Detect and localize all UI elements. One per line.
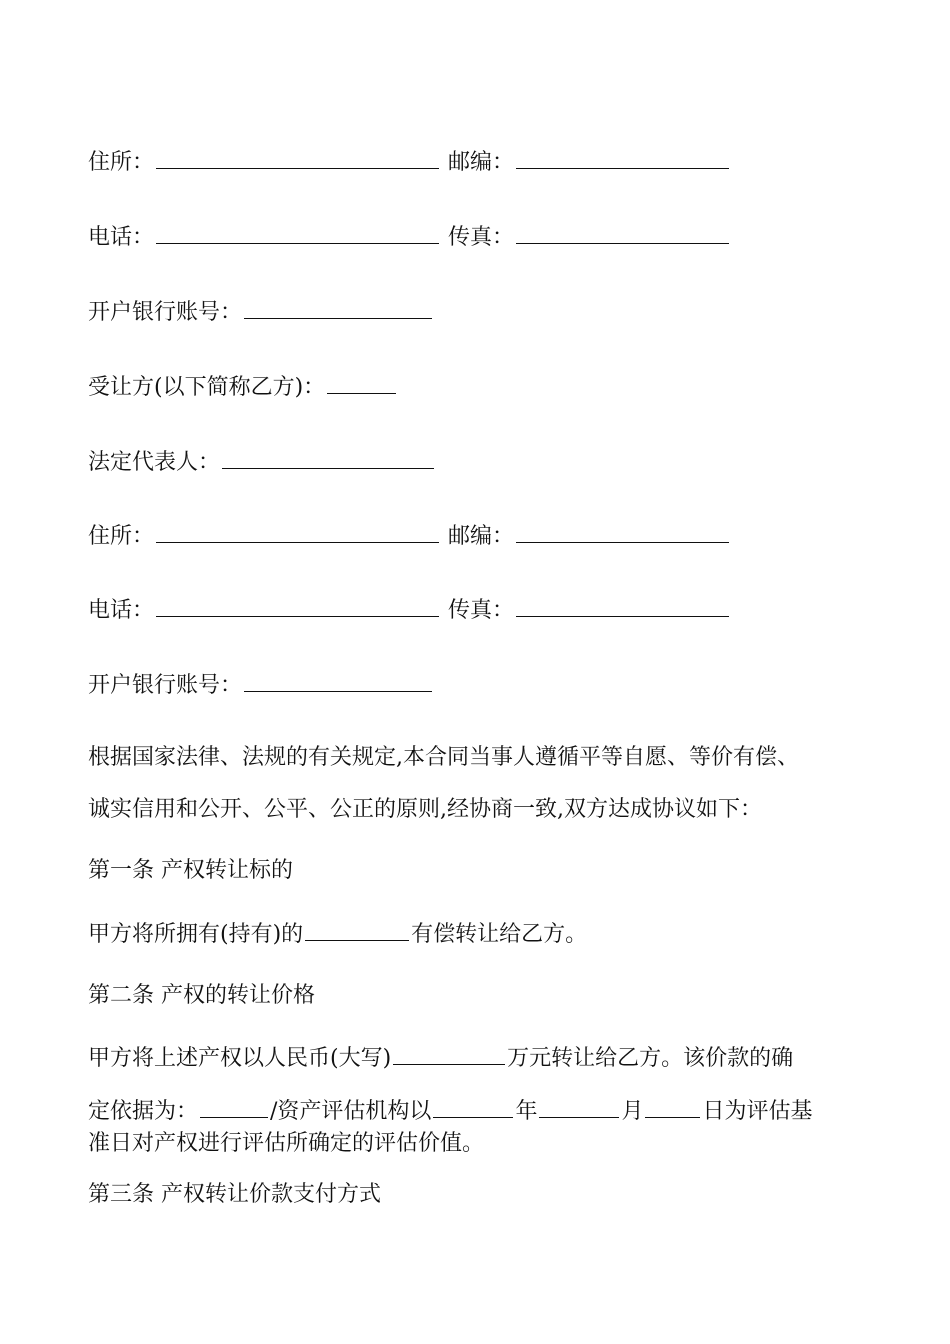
party-a-phone-row xyxy=(88,221,878,253)
phone-blank[interactable] xyxy=(156,221,439,244)
article-2-l2-e: 日为评估基 xyxy=(702,1099,813,1124)
fax-blank[interactable] xyxy=(516,594,729,617)
preamble-line-1: 根据国家法律、法规的有关规定,本合同当事人遵循平等自愿、等价有偿、 xyxy=(88,745,799,770)
day-blank[interactable] xyxy=(645,1095,700,1118)
article-3-title: 第三条 产权转让价款支付方式 xyxy=(88,1182,381,1207)
legal-rep-row xyxy=(88,446,878,478)
article-2-l2-c: 年 xyxy=(515,1099,538,1124)
address-label: 住所： xyxy=(88,524,155,549)
address-blank[interactable] xyxy=(156,146,439,169)
article-2-title: 第二条 产权的转让价格 xyxy=(88,983,315,1008)
party-a-address-row xyxy=(88,146,878,178)
legal-rep-label: 法定代表人： xyxy=(88,450,221,475)
article-2-l2-d: 月 xyxy=(621,1099,644,1124)
address-label: 住所： xyxy=(88,150,155,175)
bank-label: 开户银行账号： xyxy=(88,300,243,325)
article-2-l1-after: 万元转让给乙方。该价款的确 xyxy=(507,1046,794,1071)
price-blank[interactable] xyxy=(393,1042,505,1065)
article-1-title: 第一条 产权转让标的 xyxy=(88,858,293,883)
party-b-phone-row xyxy=(88,594,878,626)
postcode-label: 邮编： xyxy=(448,524,515,549)
party-b-address-row xyxy=(88,520,878,552)
phone-label: 电话： xyxy=(88,598,155,623)
article-1-text-after: 有偿转让给乙方。 xyxy=(411,922,588,947)
legal-rep-blank[interactable] xyxy=(222,446,434,469)
article-1-text-before: 甲方将所拥有(持有)的 xyxy=(88,922,304,947)
postcode-blank[interactable] xyxy=(516,146,729,169)
transfer-object-blank[interactable] xyxy=(305,918,409,941)
postcode-blank[interactable] xyxy=(516,520,729,543)
fax-label: 传真： xyxy=(448,225,515,250)
preamble-line-2: 诚实信用和公开、公平、公正的原则,经协商一致,双方达成协议如下： xyxy=(88,797,762,822)
transferee-blank[interactable] xyxy=(327,371,396,394)
transferee-label: 受让方(以下简称乙方)： xyxy=(88,375,326,400)
bank-blank[interactable] xyxy=(244,669,432,692)
bank-label: 开户银行账号： xyxy=(88,673,243,698)
bank-blank[interactable] xyxy=(244,296,432,319)
party-a-bank-row xyxy=(88,296,878,328)
article-2-line-3: 准日对产权进行评估所确定的评估价值。 xyxy=(88,1131,485,1156)
year-blank[interactable] xyxy=(433,1095,513,1118)
article-2-l2-a: 定依据为： xyxy=(88,1099,199,1124)
article-1-text xyxy=(88,918,878,950)
phone-label: 电话： xyxy=(88,225,155,250)
article-2-l2-b: /资产评估机构以 xyxy=(270,1099,432,1124)
phone-blank[interactable] xyxy=(156,594,439,617)
transferee-row xyxy=(88,371,878,403)
article-2-line-1 xyxy=(88,1042,878,1074)
party-b-bank-row xyxy=(88,669,878,701)
postcode-label: 邮编： xyxy=(448,150,515,175)
article-2-line-2 xyxy=(88,1095,878,1127)
fax-blank[interactable] xyxy=(516,221,729,244)
article-2-l1-before: 甲方将上述产权以人民币(大写) xyxy=(88,1046,392,1071)
month-blank[interactable] xyxy=(539,1095,619,1118)
address-blank[interactable] xyxy=(156,520,439,543)
basis-blank[interactable] xyxy=(200,1095,268,1118)
fax-label: 传真： xyxy=(448,598,515,623)
